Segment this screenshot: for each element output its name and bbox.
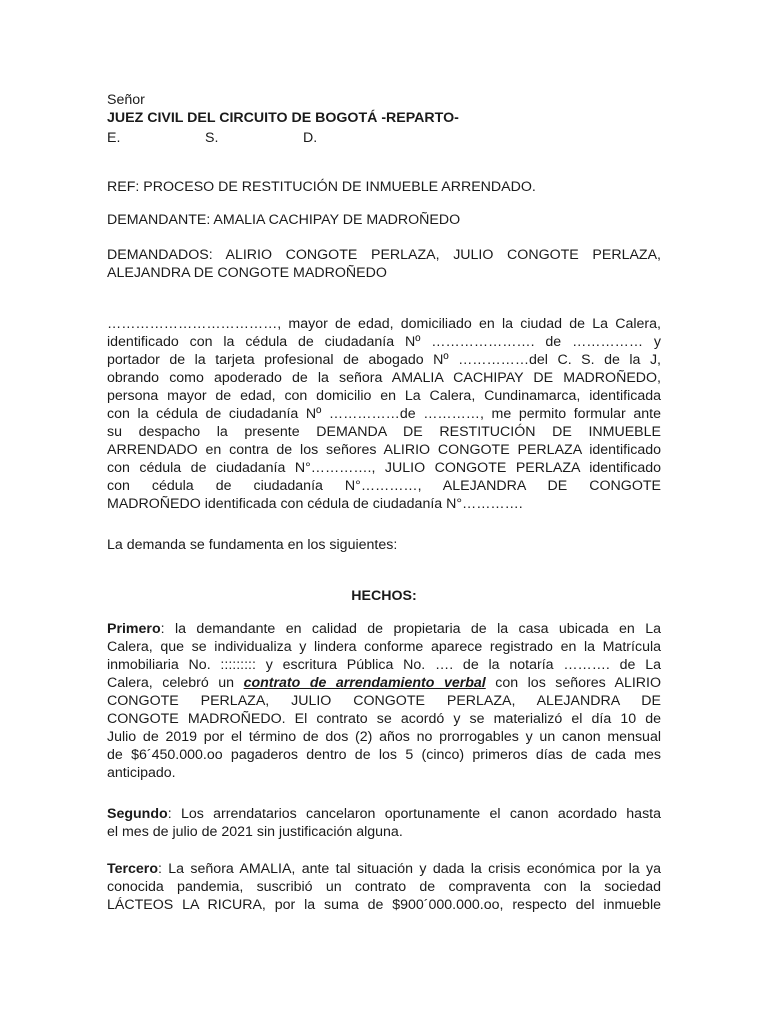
intro-line-7: su despacho la presente DEMANDA DE RESTITUCIÓN DE INMUEBLE [107, 424, 661, 440]
contrato-verbal-emphasis: contrato de arrendamiento verbal [243, 675, 486, 691]
demandados-line-1: DEMANDADOS: ALIRIO CONGOTE PERLAZA, JULIO CONGOTE PERLAZA, [107, 247, 661, 263]
hechos-heading: HECHOS: [351, 588, 417, 604]
addressee: JUEZ CIVIL DEL CIRCUITO DE BOGOTÁ -REPARTO- [107, 110, 459, 126]
primero-line-3: inmobiliaria No. ::::::::: y escritura Pública No. …. de la notaría ………. de La [107, 657, 661, 673]
intro-line-10: con cédula de ciudadanía N°…………, ALEJANDRA DE CONGOTE [107, 478, 661, 494]
intro-line-6: con la cédula de ciudadanía Nº ……………de …………, me permito formular ante [107, 406, 661, 422]
segundo-label: Segundo [107, 806, 168, 822]
salutation: Señor [107, 92, 145, 108]
primero-line-8: de $6´450.000.oo pagaderos dentro de los 5 (cinco) primeros días de cada mes [107, 747, 661, 763]
ref-line: REF: PROCESO DE RESTITUCIÓN DE INMUEBLE ARRENDADO. [107, 179, 536, 195]
esd-line [107, 129, 661, 147]
primero-line-7: Julio de 2019 por el término de dos (2) años no prorrogables y un canon mensual [107, 729, 661, 745]
intro-line-1: ………………………………, mayor de edad, domiciliado en la ciudad de La Calera, [107, 316, 661, 332]
esd-s: S. [205, 130, 219, 146]
demandante-line: DEMANDANTE: AMALIA CACHIPAY DE MADROÑEDO [107, 212, 461, 228]
esd-e: E. [107, 130, 121, 146]
primero-label: Primero [107, 621, 161, 637]
demandados-line-2: ALEJANDRA DE CONGOTE MADROÑEDO [107, 265, 387, 281]
intro-line-8: ARRENDADO en contra de los señores ALIRIO CONGOTE PERLAZA identificado [107, 442, 661, 458]
segundo-line-1: Segundo: Los arrendatarios cancelaron oportunamente el canon acordado hasta [107, 806, 661, 822]
esd-d: D. [303, 130, 318, 146]
intro-line-9: con cédula de ciudadanía N°…………., JULIO CONGOTE PERLAZA identificado [107, 460, 661, 476]
intro-line-2: identificado con la cédula de ciudadanía Nº …………………. de …………… y [107, 334, 661, 350]
intro-line-5: persona mayor de edad, con domicilio en La Calera, Cundinamarca, identificada [107, 388, 661, 404]
tercero-line-1: Tercero: La señora AMALIA, ante tal situación y dada la crisis económica por la ya [107, 861, 661, 877]
tercero-label: Tercero [107, 861, 158, 877]
tercero-line-2: conocida pandemia, suscribió un contrato de compraventa con la sociedad [107, 879, 661, 895]
intro-line-11: MADROÑEDO identificada con cédula de ciudadanía N°…………. [107, 496, 523, 512]
primero-line-2: Calera, que se individualiza y lindera conforme aparece registrado en la Matrícula [107, 639, 661, 655]
intro-line-4: obrando como apoderado de la señora AMALIA CACHIPAY DE MADROÑEDO, [107, 370, 661, 386]
primero-line-5: CONGOTE PERLAZA, JULIO CONGOTE PERLAZA, ALEJANDRA DE [107, 693, 661, 709]
primero-line-6: CONGOTE MADROÑEDO. El contrato se acordó y se materializó el día 10 de [107, 711, 661, 727]
segundo-line-2: el mes de julio de 2021 sin justificación alguna. [107, 824, 403, 840]
fundamento-line: La demanda se fundamenta en los siguientes: [107, 537, 398, 553]
primero-line-4: Calera, celebró un contrato de arrendamiento verbal con los señores ALIRIO [107, 675, 662, 691]
primero-line-9: anticipado. [107, 765, 176, 781]
primero-line-1: Primero: la demandante en calidad de propietaria de la casa ubicada en La [107, 621, 661, 637]
tercero-line-3: LÁCTEOS LA RICURA, por la suma de $900´000.000.oo, respecto del inmueble [107, 897, 661, 913]
intro-line-3: portador de la tarjeta profesional de abogado Nº ……………del C. S. de la J, [107, 352, 661, 368]
